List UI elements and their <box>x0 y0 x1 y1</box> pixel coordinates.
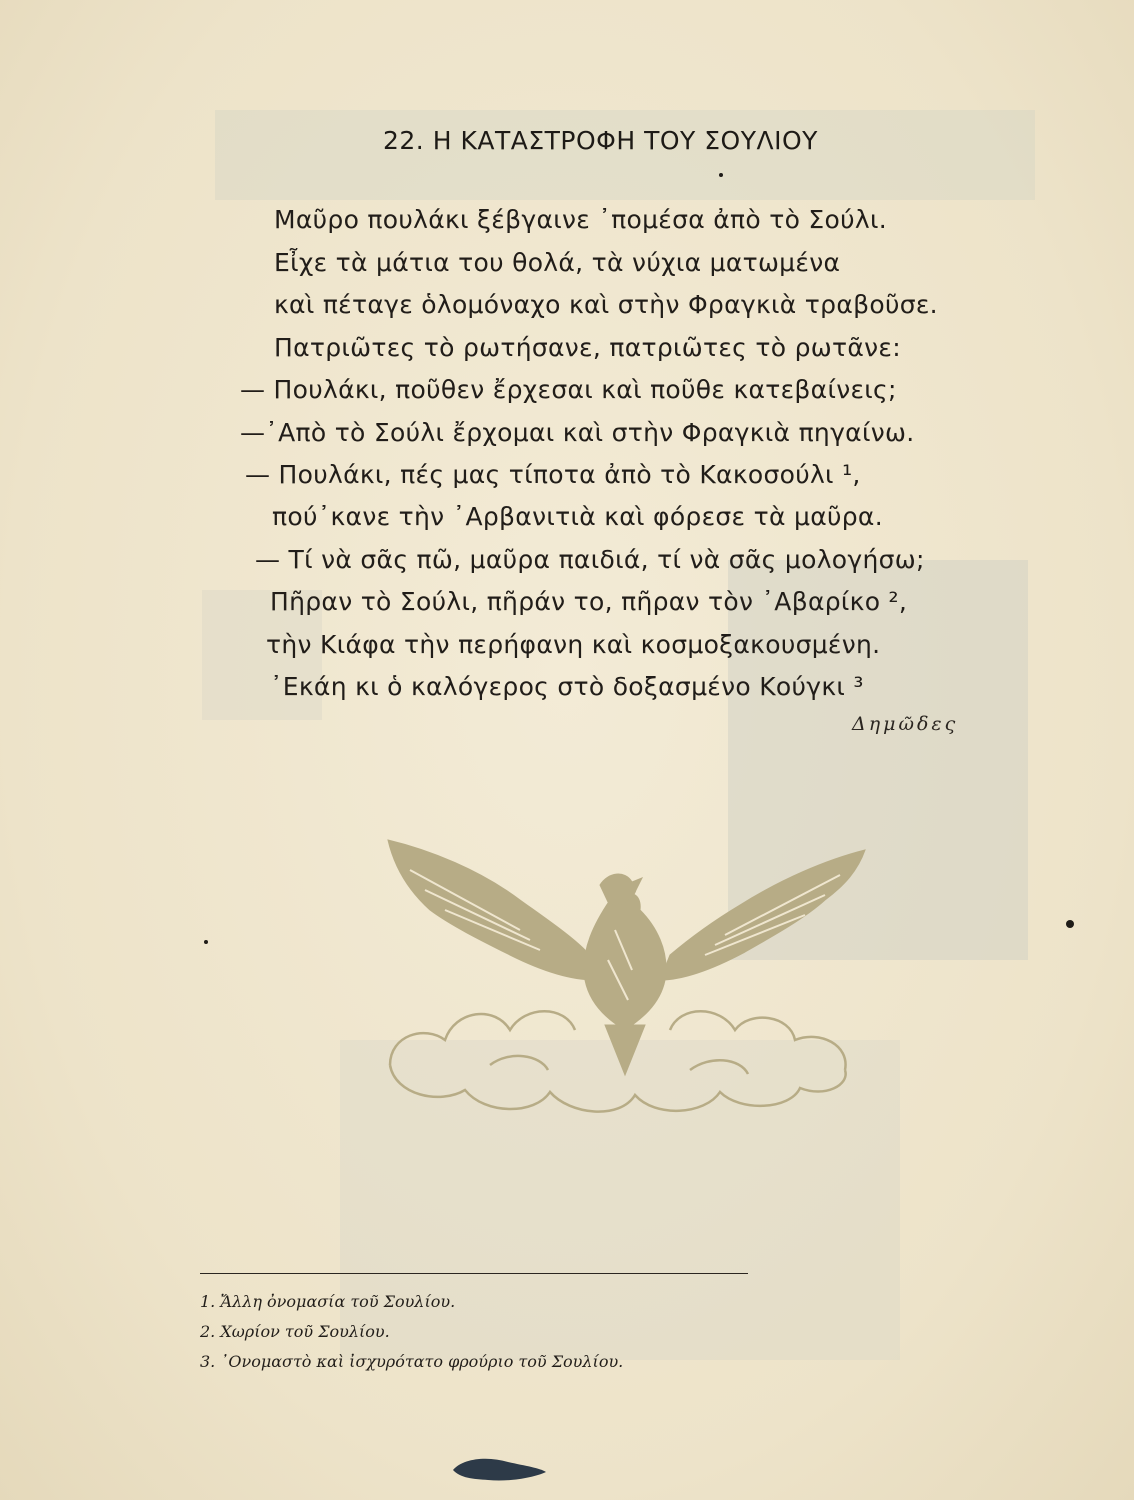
eagle-on-cloud-icon <box>370 830 870 1130</box>
bleed-through-block-top <box>215 110 1035 200</box>
poem-line: —᾿Απὸ τὸ Σούλι ἔρχομαι καὶ στὴν Φραγκιὰ πηγαίνω. <box>240 418 915 447</box>
stray-ink-dot <box>204 940 208 944</box>
poem-line: — Τί νὰ σᾶς πῶ, μαῦρα παιδιά, τί νὰ σᾶς μολογήσω; <box>255 545 925 574</box>
footnote-1: 1. Ἄλλη ὀνομασία τοῦ Σουλίου. <box>200 1292 456 1311</box>
footnote-rule <box>200 1273 748 1274</box>
poem-line: πού᾿κανε τὴν ᾿Αρβανιτιὰ καὶ φόρεσε τὰ μαῦρα. <box>272 502 883 531</box>
stray-ink-dot <box>719 173 723 177</box>
poem-line: τὴν Κιάφα τὴν περήφανη καὶ κοσμοξακουσμένη. <box>266 630 881 659</box>
stray-ink-dot <box>1066 920 1074 928</box>
poem-attribution: Δημῶδες <box>852 713 959 735</box>
footnote-2: 2. Χωρίον τοῦ Σουλίου. <box>200 1322 390 1341</box>
poem-line: — Πουλάκι, πές μας τίποτα ἀπὸ τὸ Κακοσούλι ¹, <box>245 460 861 489</box>
page-title: 22. Η ΚΑΤΑΣΤΡΟΦΗ ΤΟΥ ΣΟΥΛΙΟΥ <box>383 126 818 155</box>
poem-line: ᾿Εκάη κι ὁ καλόγερος στὸ δοξασμένο Κούγκι ³ <box>270 672 864 701</box>
poem-line: Εἶχε τὰ μάτια του θολά, τὰ νύχια ματωμένα <box>274 248 841 277</box>
poem-line: Μαῦρο πουλάκι ξέβγαινε ᾿πομέσα ἀπὸ τὸ Σούλι. <box>274 205 887 234</box>
poem-line: — Πουλάκι, ποῦθεν ἔρχεσαι καὶ ποῦθε κατεβαίνεις; <box>240 375 897 404</box>
poem-line: καὶ πέταγε ὁλομόναχο καὶ στὴν Φραγκιὰ τραβοῦσε. <box>274 290 938 319</box>
footnote-3: 3. ᾿Ονομαστὸ καὶ ἰσχυρότατο φρούριο τοῦ Σουλίου. <box>200 1352 624 1371</box>
poem-line: Πατριῶτες τὸ ρωτήσανε, πατριῶτες τὸ ρωτᾶνε: <box>274 333 901 362</box>
poem-line: Πῆραν τὸ Σούλι, πῆράν το, πῆραν τὸν ᾿Αβαρίκο ², <box>270 587 908 616</box>
ink-blot-icon <box>448 1448 548 1488</box>
